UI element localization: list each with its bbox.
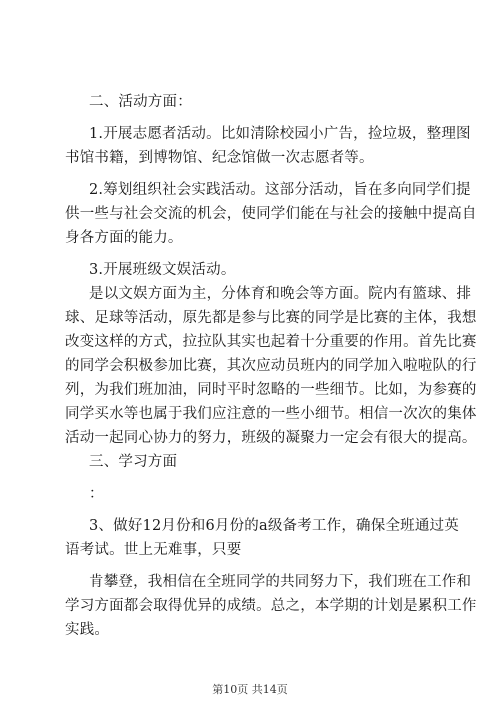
text-line: 的同学会积极参加比赛，其次应动员班内的同学加入啦啦队的行 — [65, 358, 477, 374]
text-line: 实践。 — [65, 622, 110, 638]
text-line: 3.开展班级文娱活动。 — [89, 262, 236, 278]
text-line: 3、做好12月份和6月份的a级备考工作，确保全班通过英 — [89, 518, 459, 534]
document-body — [65, 90, 477, 642]
text-line: 是以文娱方面为主，分体育和晚会等方面。院内有篮球、排 — [89, 286, 472, 302]
text-line: ： — [89, 486, 104, 502]
text-line: 球、足球等活动，原先都是参与比赛的同学是比赛的主体，我想 — [65, 310, 477, 326]
text-line: 列，为我们班加油，同时平时忽略的一些细节。比如，为参赛的 — [65, 382, 477, 398]
page-footer: 第10页 共14页 — [212, 683, 288, 696]
text-line: 2.筹划组织社会实践活动。这部分活动，旨在多向同学们提 — [89, 182, 471, 198]
text-line: 三、学习方面 — [89, 454, 178, 470]
text-line: 活动一起同心协力的努力，班级的凝聚力一定会有很大的提高。 — [65, 430, 477, 446]
text-line: 语考试。世上无难事，只要 — [65, 542, 242, 558]
text-line: 身各方面的能力。 — [65, 230, 183, 246]
text-line: 肯攀登，我相信在全班同学的共同努力下，我们班在工作和 — [89, 574, 472, 590]
text-line: 书馆书籍，到博物馆、纪念馆做一次志愿者等。 — [65, 150, 374, 166]
text-line: 供一些与社会交流的机会，使同学们能在与社会的接触中提高自 — [65, 206, 477, 222]
text-line: 二、活动方面： — [89, 94, 192, 110]
text-line: 1.开展志愿者活动。比如清除校园小广告，捡垃圾，整理图 — [89, 126, 471, 142]
text-line: 同学买水等也属于我们应注意的一些小细节。相信一次次的集体 — [65, 406, 477, 422]
text-line: 学习方面都会取得优异的成绩。总之，本学期的计划是累积工作 — [65, 598, 477, 614]
text-line: 改变这样的方式，拉拉队其实也起着十分重要的作用。首先比赛 — [65, 334, 477, 350]
